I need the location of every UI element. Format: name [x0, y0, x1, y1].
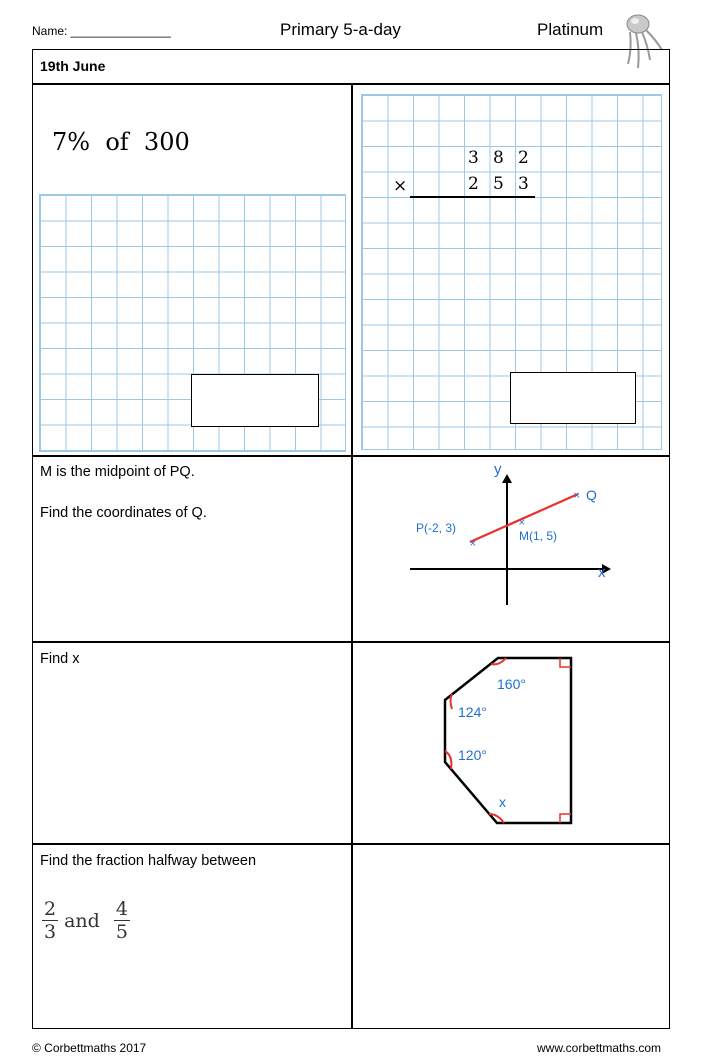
fraction-two-thirds [42, 898, 58, 943]
angle-x-label: x [499, 794, 506, 810]
point-q-label: Q [586, 487, 597, 503]
answer-line [410, 196, 535, 198]
q4-polygon-diagram [352, 643, 670, 843]
website-footer[interactable]: www.corbettmaths.com [537, 1041, 662, 1055]
q3-line2: Find the coordinates of Q. [40, 505, 207, 521]
copyright-footer: © Corbettmaths 2017 [32, 1041, 147, 1055]
multiply-sign: × [393, 176, 408, 196]
divider [32, 843, 670, 845]
point-m-mark: × [518, 518, 526, 528]
q1-answer-box[interactable] [191, 374, 319, 427]
angle-label: 124° [458, 704, 487, 720]
point-p-label: P(-2, 3) [416, 521, 457, 535]
fraction-denominator: 5 [115, 921, 128, 943]
q2-answer-box[interactable] [510, 372, 636, 424]
point-q-mark: × [573, 491, 581, 501]
bottom-digit: 2 [468, 174, 479, 194]
point-m-label: M(1, 5) [519, 529, 558, 543]
level-label: Platinum [537, 20, 604, 39]
angle-arc [451, 694, 453, 709]
fraction-four-fifths [114, 898, 130, 943]
fraction-numerator: 4 [115, 898, 128, 920]
y-axis-label: y [494, 461, 502, 478]
name-field-label: Name: _______________ [32, 24, 171, 38]
top-digit: 8 [493, 148, 504, 168]
angle-label: 160° [497, 676, 526, 692]
fraction-denominator: 3 [44, 921, 57, 943]
date-label: 19th June [40, 58, 106, 74]
fraction-numerator: 2 [44, 898, 57, 920]
q3-line1: M is the midpoint of PQ. [40, 464, 195, 480]
q5-fractions [42, 898, 130, 943]
top-digit: 3 [468, 148, 479, 168]
q3-coordinate-diagram [352, 457, 670, 640]
top-digit: 2 [518, 148, 529, 168]
x-axis-label: x [598, 564, 606, 581]
q4-question: Find x [40, 651, 80, 667]
bottom-digit: 5 [493, 174, 504, 194]
bottom-digit: 3 [518, 174, 529, 194]
y-axis-arrow-icon [502, 474, 512, 483]
page-title: Primary 5-a-day [280, 20, 401, 39]
and-word: and [64, 909, 100, 932]
angle-label: 120° [458, 747, 487, 763]
right-angle-mark [560, 814, 571, 823]
point-p-mark: × [469, 539, 477, 549]
right-angle-mark [560, 658, 571, 667]
q5-question: Find the fraction halfway between [40, 853, 257, 869]
q1-question: 7% of 300 [52, 128, 190, 156]
